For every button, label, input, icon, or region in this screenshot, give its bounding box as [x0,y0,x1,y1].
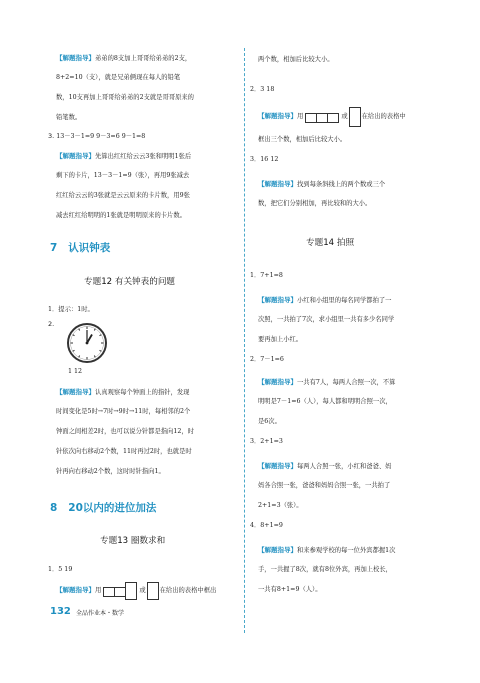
hint-tag: 【解题指导】 [258,462,297,470]
clock-face-image [66,322,108,364]
hint-line: 【解题指导】弟弟的8支加上哥哥给弟弟的2支， [56,48,191,69]
grid-shape-icon [146,584,160,598]
answer-line: 3. 13－3－1=9 9－3=6 9－1=8 [48,132,146,140]
text-line: 次照，一共拍了7次，求小组里一共有多少名同学 [258,316,395,323]
text-line: 手，一共握了8次，就有8位外宾，再加上校长， [258,566,392,573]
topic-title-12: 专题12 有关钟表的问题 [84,277,176,287]
answer-line: 3．2+1=3 [250,438,283,445]
hint-line: 【解题指导】认真观察每个钟面上的指针，发现 [56,382,189,403]
answer-line: 2．3 18 [250,86,275,93]
hint-tag: 【解题指导】 [258,296,297,304]
grid-shape-icon [305,110,341,124]
grid-shape-icon [103,584,139,598]
hint-line: 【解题指导】找到每条斜线上的两个数或三个 [258,174,385,195]
section-heading-8: 8 20以内的进位加法 [50,502,157,514]
topic-title-14: 专题14 拍照 [306,238,355,248]
text-line: 一共有8+1=9（人）。 [258,586,322,593]
text-line: 钟面之间相差2时，也可以说分针都是指向12，时 [56,428,194,435]
answer-line: 3．16 12 [250,156,279,163]
text-line: 针再向右移动2个数，这时时针指向1。 [56,468,165,475]
hint-tag: 【解题指导】 [56,586,95,594]
text-line: 明明是7－1=6（人），每人都和明明合照一次， [258,398,392,405]
answer-line: 1 12 [68,368,83,375]
text-line: 两个数，相加后比较大小。 [258,56,334,63]
answer-label: 2. [48,320,55,328]
hint-line: 【解题指导】和来参观学校的每一位外宾都握1次 [258,540,395,561]
text-line: 数，把它们分别相加，再比较和的大小。 [258,200,372,207]
grid-shape-icon [348,110,362,124]
hint-line: 【解题指导】用 或 在给出的表格中框出 [56,580,216,601]
hint-line: 【解题指导】一共有7人，每两人合照一次，不算 [258,372,395,393]
text-line: 时间变化是5时→7时→9时→11时，每相邻的2个 [56,408,191,415]
book-title: 全品作业本・数学 [76,610,125,617]
text-line: 2+1=3（张）。 [258,502,303,509]
text-line: 是6次。 [258,418,281,425]
text-line: 减去红红给明明的1张就是明明原来的卡片数。 [56,212,186,219]
hint-tag: 【解题指导】 [56,54,95,62]
topic-title-13: 专题13 圈数求和 [100,536,166,546]
hint-tag: 【解题指导】 [56,388,95,396]
text-line: 剩下的卡片，13－3－1=9（张），再用9张减去 [56,172,190,179]
hint-line: 【解题指导】用 或 在给出的表格中 [258,106,406,127]
hint-tag: 【解题指导】 [258,112,297,120]
answer-line: 2．7－1=6 [250,356,284,363]
answer-line: 1．7+1=8 [250,272,283,279]
text-line: 框出三个数，相加后比较大小。 [258,136,347,143]
page-number: 132 [50,606,71,617]
section-heading-7: 7 认识钟表 [50,242,111,254]
text-line: 妈各合照一张，爸爸和妈妈合照一张，一共拍了 [258,482,391,489]
text-line: 要再加上小红。 [258,336,303,343]
hint-tag: 【解题指导】 [258,378,297,386]
column-divider [244,48,245,633]
hint-tag: 【解题指导】 [258,180,297,188]
hint-line: 【解题指导】先算出红红给云云3张和明明1张后 [56,146,191,167]
hint-tag: 【解题指导】 [258,546,297,554]
text-line: 红红给云云的3张就是云云原来的卡片数，用9张 [56,192,190,199]
hint-line: 【解题指导】小红和小组里的每名同学都拍了一 [258,290,391,311]
text-line: 8+2=10（支），就是兄弟俩现在每人的铅笔 [56,74,181,81]
answer-line: 4．8+1=9 [250,522,283,529]
answer-line: 1．提示：1时。 [48,306,94,313]
text-line: 数，10支再加上哥哥给弟弟的2支就是哥哥原来的 [56,94,194,101]
hint-tag: 【解题指导】 [56,152,95,160]
answer-line: 1．5 19 [48,566,73,573]
hint-line: 【解题指导】每两人合照一张，小红和爸爸、妈 [258,456,391,477]
text-line: 铅笔数。 [56,114,82,121]
text-line: 针依次向右移动2个数，11时再过2时，也就是时 [56,448,192,455]
